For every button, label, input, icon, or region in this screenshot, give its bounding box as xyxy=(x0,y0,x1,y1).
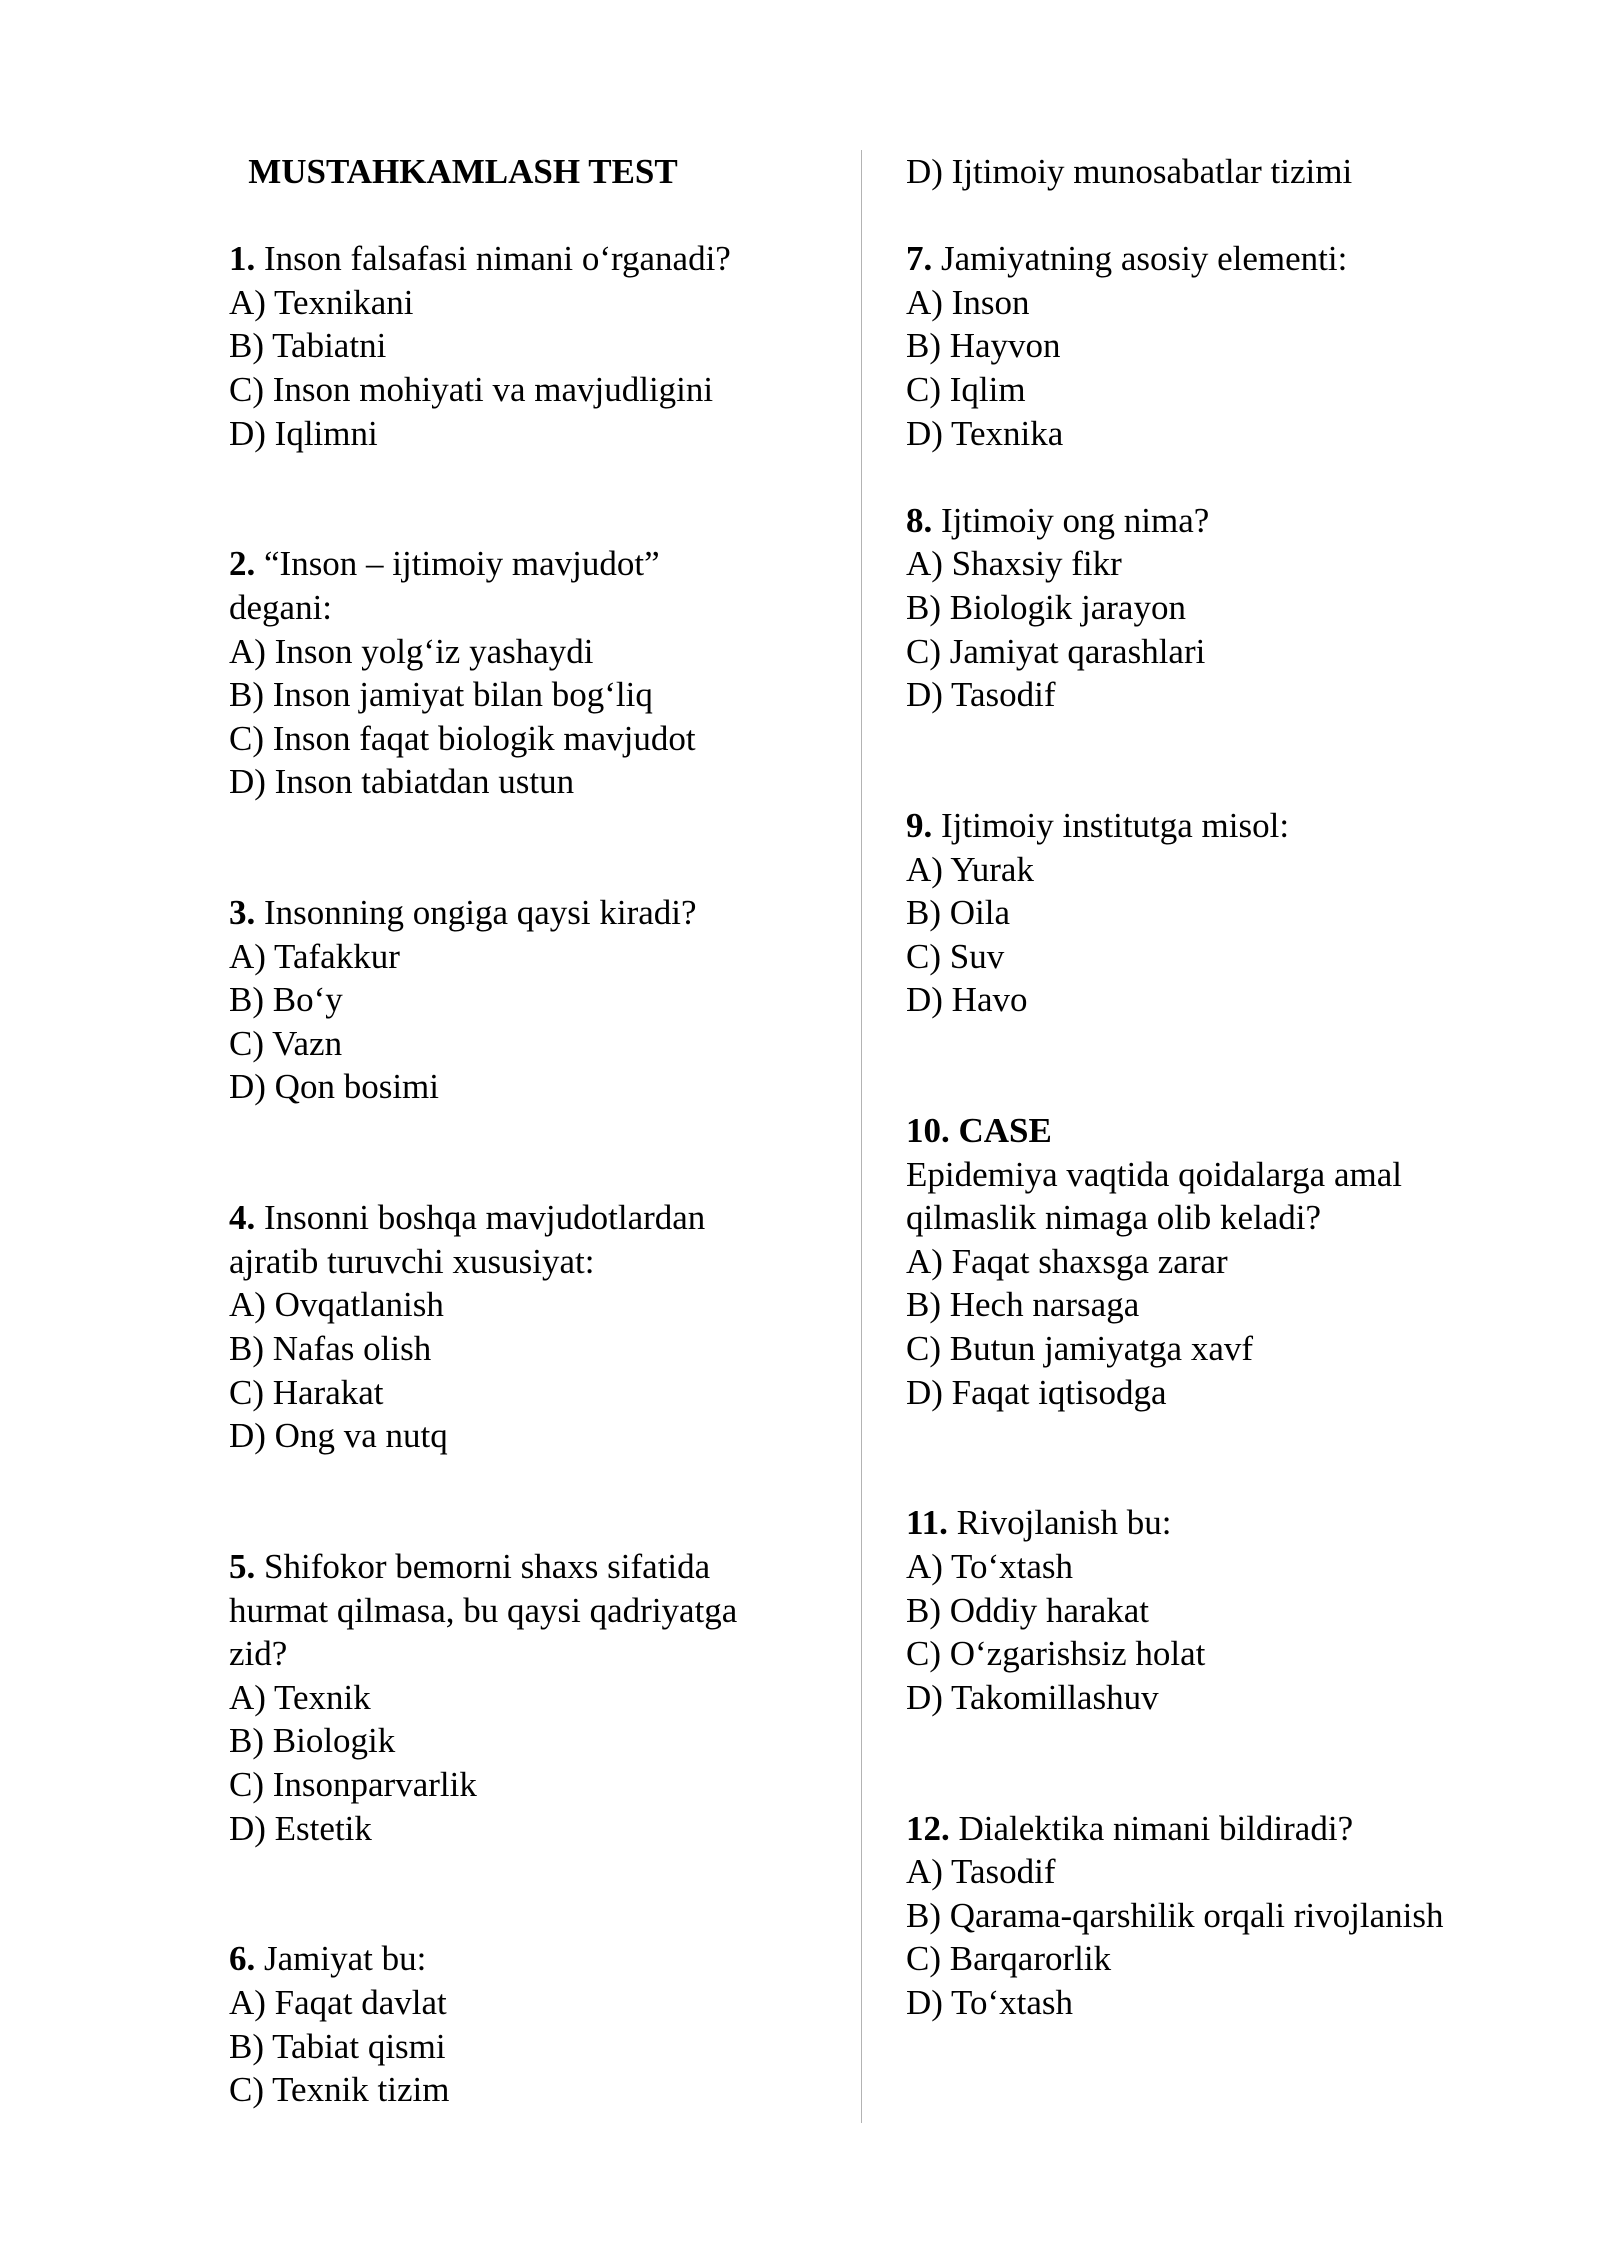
option-c: C) Vazn xyxy=(229,1023,343,1063)
question-number: 6. xyxy=(229,1939,256,1979)
question-number: 5. xyxy=(229,1547,256,1586)
question-text: 1. Inson falsafasi nimani o‘rganadi? xyxy=(229,239,731,279)
option-c: C) Jamiyat qarashlari xyxy=(906,631,1206,671)
option-c: C) Texnik tizim xyxy=(229,2070,450,2110)
question-number: 12. xyxy=(906,1808,950,1848)
option-c: C) Harakat xyxy=(229,1372,384,1412)
question-text: 6. Jamiyat bu: xyxy=(229,1939,427,1979)
question-number: 10. xyxy=(906,1111,950,1151)
question-10 xyxy=(906,1109,1546,1414)
option-a: A) Ovqatlanish xyxy=(229,1285,444,1325)
question-text: 5. Shifokor bemorni shaxs sifatida xyxy=(229,1547,711,1586)
option-a: A) Tafakkur xyxy=(229,936,400,976)
question-text-cont: ajratib turuvchi xususiyat: xyxy=(229,1241,595,1281)
option-d: D) Qon bosimi xyxy=(229,1067,439,1107)
option-b: B) Inson jamiyat bilan bog‘liq xyxy=(229,675,653,715)
option-c: C) Iqlim xyxy=(906,369,1026,409)
option-b: B) Oddiy harakat xyxy=(906,1590,1149,1630)
option-c: C) Suv xyxy=(906,936,1005,976)
question-text: 9. Ijtimoiy institutga misol: xyxy=(906,805,1290,845)
question-number: 2. xyxy=(229,544,256,584)
question-number: 4. xyxy=(229,1198,256,1238)
question-5 xyxy=(229,1545,829,1850)
option-b: B) Oila xyxy=(906,893,1011,933)
option-d: D) Estetik xyxy=(229,1808,372,1848)
question-number: 7. xyxy=(906,239,933,279)
question-number: 9. xyxy=(906,805,933,845)
option-d: D) Iqlimni xyxy=(229,413,378,453)
question-text-cont: zid? xyxy=(229,1634,288,1674)
option-d: D) Faqat iqtisodga xyxy=(906,1372,1167,1412)
question-text-cont: degani: xyxy=(229,587,333,627)
question-text: 8. Ijtimoiy ong nima? xyxy=(906,500,1210,540)
question-7 xyxy=(906,237,1546,455)
option-a: A) To‘xtash xyxy=(906,1547,1074,1586)
option-b: B) Biologik jarayon xyxy=(906,587,1186,627)
question-9 xyxy=(906,804,1546,1022)
option-d: D) To‘xtash xyxy=(906,1982,1074,2022)
question-8 xyxy=(906,499,1546,717)
left-column xyxy=(229,150,829,2112)
question-2 xyxy=(229,542,829,804)
question-6 xyxy=(229,1937,829,2111)
question-text-cont: qilmaslik nimaga olib keladi? xyxy=(906,1198,1322,1238)
option-d: D) Ong va nutq xyxy=(229,1416,448,1456)
question-text: 12. Dialektika nimani bildiradi? xyxy=(906,1808,1354,1848)
option-b: B) Bo‘y xyxy=(229,980,343,1020)
question-number: 1. xyxy=(229,239,256,279)
option-b: B) Biologik xyxy=(229,1721,396,1761)
question-text: 11. Rivojlanish bu: xyxy=(906,1503,1172,1543)
question-11 xyxy=(906,1501,1546,1719)
option-c: C) Insonparvarlik xyxy=(229,1764,477,1804)
question-12 xyxy=(906,1807,1546,2025)
option-c: C) O‘zgarishsiz holat xyxy=(906,1634,1206,1674)
question-3 xyxy=(229,891,829,1109)
option-c: C) Barqarorlik xyxy=(906,1939,1112,1979)
case-label: CASE xyxy=(958,1111,1052,1151)
option-a: A) Inson xyxy=(906,282,1030,322)
option-d: D) Tasodif xyxy=(906,675,1056,715)
page-title: MUSTAHKAMLASH TEST xyxy=(248,152,678,191)
option-c: C) Inson mohiyati va mavjudligini xyxy=(229,369,714,409)
option-a: A) Inson yolg‘iz yashaydi xyxy=(229,631,594,671)
option-a: A) Tasodif xyxy=(906,1852,1056,1892)
option-a: A) Faqat davlat xyxy=(229,1982,447,2022)
option-a: A) Texnik xyxy=(229,1677,371,1717)
right-column xyxy=(906,150,1546,2025)
option-d: D) Ijtimoiy munosabatlar tizimi xyxy=(906,152,1353,191)
question-text: Epidemiya vaqtida qoidalarga amal xyxy=(906,1154,1402,1194)
option-d: D) Texnika xyxy=(906,413,1064,453)
question-text-cont: hurmat qilmasa, bu qaysi qadriyatga xyxy=(229,1590,738,1630)
option-c: C) Inson faqat biologik mavjudot xyxy=(229,718,696,758)
question-heading xyxy=(906,1109,1546,1153)
question-text: 3. Insonning ongiga qaysi kiradi? xyxy=(229,893,697,933)
option-d: D) Takomillashuv xyxy=(906,1677,1159,1717)
question-1 xyxy=(229,237,829,455)
question-number: 3. xyxy=(229,893,256,933)
option-a: A) Faqat shaxsga zarar xyxy=(906,1241,1228,1281)
option-d: D) Inson tabiatdan ustun xyxy=(229,762,575,802)
question-number: 11. xyxy=(906,1503,948,1543)
question-4 xyxy=(229,1196,829,1458)
option-b: B) Hech narsaga xyxy=(906,1285,1140,1325)
option-a: A) Texnikani xyxy=(229,282,414,322)
option-b: B) Hayvon xyxy=(906,326,1061,366)
option-d: D) Havo xyxy=(906,980,1028,1020)
option-a: A) Shaxsiy fikr xyxy=(906,544,1122,584)
option-b: B) Tabiat qismi xyxy=(229,2026,446,2066)
question-text: 2. “Inson – ijtimoiy mavjudot” xyxy=(229,544,660,584)
question-number: 8. xyxy=(906,500,933,540)
option-b: B) Nafas olish xyxy=(229,1329,432,1369)
option-b: B) Qarama-qarshilik orqali rivojlanish xyxy=(906,1895,1444,1935)
question-text: 7. Jamiyatning asosiy elementi: xyxy=(906,239,1348,279)
option-c: C) Butun jamiyatga xavf xyxy=(906,1329,1254,1369)
option-b: B) Tabiatni xyxy=(229,326,387,366)
option-a: A) Yurak xyxy=(906,849,1034,889)
column-divider xyxy=(861,150,862,2123)
question-text: 4. Insonni boshqa mavjudotlardan xyxy=(229,1198,706,1238)
